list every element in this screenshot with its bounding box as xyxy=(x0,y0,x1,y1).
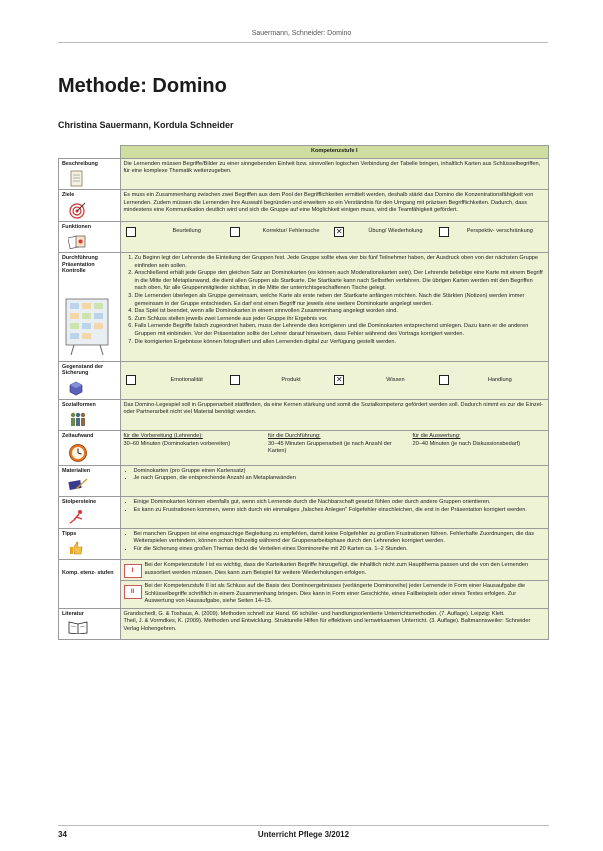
row-literatur xyxy=(59,608,549,640)
option-label: Beurteilung xyxy=(172,228,201,235)
checkbox[interactable] xyxy=(126,375,136,385)
row-gegenstand xyxy=(59,361,549,399)
label-cell xyxy=(59,497,121,529)
document-icon xyxy=(68,170,90,187)
label-literatur: Literatur xyxy=(62,610,84,617)
label-gegenstand: Gegenstand der Sicherung xyxy=(62,363,104,377)
funktionen-options xyxy=(124,227,546,237)
label-sozialformen: Sozialformen xyxy=(62,401,96,408)
checkbox[interactable] xyxy=(439,227,449,237)
checkbox-checked[interactable]: ✕ xyxy=(335,226,343,236)
cube-icon xyxy=(68,380,90,397)
list-item: 2. Anschließend erhält jede Gruppe den gleichen Satz an Dominokarten (es können auch Moderationskarten sein). Der Lehrende beliebige eine Karte mit einem Begriff in die Mitte der Metaplanwand, die dient allen Gruppen als Startkarte. Die Startkarte kann nach Selbstfen verfahren. Die übrigen Karten werden mit den Begriffen nach oben, für alle Gruppenmitglieder sichtbar, in die Mitte der unterrichtsgeschaffenen Tische gelegt. xyxy=(135,270,546,293)
list-item: 1. Zu Beginn legt der Lehrende die Einteilung der Gruppen fest. Jede Gruppe sollte etwa vier bis fünf Teilnehmer haben, der Ausdruck oben von der nächsten Gruppe einfinden sein sollen. xyxy=(135,255,546,270)
stufe-2-block xyxy=(124,583,546,606)
stufe-1-block xyxy=(124,562,546,578)
label-tipps: Tipps xyxy=(62,530,77,537)
option-label: Korrektur/ Fehlersuche xyxy=(262,228,320,235)
list-item: 4. Das Spiel ist beendet, wenn alle Dominokarten in einem sinnvollen Zusammenhang angelegt worden sind. xyxy=(135,308,546,316)
list-item: • Bei manchen Gruppen ist eine engmaschige Begleitung zu empfehlen, damit keine Folgefehler zu großen Frustrationen führen. Fehlerhafte Zuordnungen, die das Weiterspielen verhindern, können schon frühzeitig während der Gruppenarbeitsphase durch den Lehrenden korrigiert werden. xyxy=(134,531,546,546)
table-header-row xyxy=(59,146,549,159)
list-item: • Dominokarten (pro Gruppe einen Kartensatz) xyxy=(134,468,546,476)
materials-icon xyxy=(68,477,90,494)
row-sozialformen xyxy=(59,399,549,431)
checkbox[interactable] xyxy=(230,375,240,385)
row-stolpersteine xyxy=(59,497,549,529)
label-zeitaufwand: Zeitaufwand xyxy=(62,433,94,440)
list-item: • Einige Dominokarten können ebenfalls gut, wenn sich Lernende durch die Nachbarschaft gesetzt fühlen oder durch andere Gruppen orientieren. xyxy=(134,499,546,507)
stumble-icon xyxy=(68,509,90,526)
stolpersteine-list xyxy=(124,499,546,514)
option-korrektur[interactable] xyxy=(230,227,334,237)
durchfuehrung-cell xyxy=(120,253,549,362)
option-label: Emotionalität xyxy=(170,376,203,383)
zeit-durchfuehrung xyxy=(268,433,401,456)
label-cell xyxy=(59,399,121,431)
literatur-entry: Grandschedl, G. & Toshaus, A. (2009). Methoden schnell zur Hand. 66 schüler- und handlungsorientierte Unterrichtsmethoden. (7. Auflage). Leipzig: Klett. xyxy=(123,610,505,617)
beschreibung-text: Die Lernenden müssen Begriffe/Bilder zu einer sinngebenden Einheit bzw. sinnvollen logischen Verbindung der Tabelle bringen, inhaltlich Karten aus Schlüsselbegriffen, für eine komplexe Thematik weiterzugeben. xyxy=(120,158,549,190)
funktionen-cell xyxy=(120,221,549,253)
stolpersteine-cell xyxy=(120,497,549,529)
row-funktionen xyxy=(59,221,549,253)
running-header: Sauermann, Schneider: Domino xyxy=(251,30,352,37)
method-table xyxy=(58,145,549,640)
row-beschreibung xyxy=(59,158,549,190)
checkbox[interactable] xyxy=(126,227,136,237)
label-durchfuehrung: Durchführung Präsentation Kontrolle xyxy=(62,255,98,275)
label-cell xyxy=(59,465,121,497)
option-label: Handlung xyxy=(487,376,512,383)
clock-icon xyxy=(68,443,90,463)
people-icon xyxy=(68,411,90,428)
zeit-head: für die Auswertung: xyxy=(412,433,461,440)
stufe-2-badge-icon: II xyxy=(124,585,142,599)
label-cell xyxy=(59,431,121,466)
thumbs-up-icon xyxy=(68,540,90,557)
stufe-1-text: Bei der Kompetenzstufe I ist es wichtig, dass die Karteikarten Begriffe hinzugefügt, die inhaltlich nicht zum Hauptthema passen und die von den Lernenden aussortiert werden müssen. Dies kann zum Beispiel für weitere Wiederholungen erfolgen. xyxy=(144,562,529,576)
option-handlung[interactable] xyxy=(439,375,543,385)
page-number: 34 xyxy=(58,830,67,839)
label-cell xyxy=(59,221,121,253)
option-produkt[interactable] xyxy=(230,375,334,385)
label-kompetenzstufen: Komp. etenz- stufen xyxy=(62,570,114,577)
list-item: • Es kann zu Frustrationen kommen, wenn sich durch ein einmaliges „falsches Anlegen" Folgefehler einschleichen, die erst in der Präsentation korrigiert werden. xyxy=(134,507,546,515)
label-cell xyxy=(59,253,121,362)
option-label: Perspektiv- verschränkung xyxy=(466,228,533,235)
zeit-body: 20–40 Minuten (je nach Diskussionsbedarf) xyxy=(412,440,521,447)
option-beurteilung[interactable] xyxy=(126,227,230,237)
label-cell xyxy=(59,560,121,609)
zeit-head: für die Vorbereitung (Lehrende): xyxy=(123,433,203,440)
label-cell xyxy=(59,608,121,640)
row-zeitaufwand xyxy=(59,431,549,466)
gegenstand-options xyxy=(124,375,546,385)
zeit-auswertung xyxy=(413,433,546,456)
label-cell xyxy=(59,361,121,399)
stufe-2-text: Bei der Kompetenzstufe II ist als Schluss auf die Basis des Dominoergebnisses (verlängerte Dominoreihe) jeder Lernende in Form einer Hausaufgabe die Schlüsselbegriffe schriftlich in einem Zusammenhang bringen. Dies kann in Form einer Geschichte, eines Fallbeispiels oder eines Textes erfolgen. Zur Auswertung von Hausaufgabe, siehe Seiten 14–15. xyxy=(144,583,526,605)
option-label: Produkt xyxy=(281,376,301,383)
cards-icon xyxy=(68,233,90,250)
option-perspektiv[interactable] xyxy=(439,227,543,237)
list-item: 5. Zum Schluss stellen jeweils zwei Lernende aus jeder Gruppe ihr Ergebnis vor. xyxy=(135,316,546,324)
table-header: Kompetenzstufe I xyxy=(120,146,549,159)
book-icon xyxy=(68,620,90,637)
authors: Christina Sauermann, Kordula Schneider xyxy=(58,120,234,130)
tipps-list xyxy=(124,531,546,554)
list-item: • Je nach Gruppen, die entsprechende Anzahl an Metaplanwänden xyxy=(134,475,546,483)
row-stufe-1 xyxy=(59,560,549,581)
footer-rule xyxy=(58,825,549,826)
zeit-body: 30–60 Minuten (Dominokarten vorbereiten) xyxy=(123,440,231,447)
label-materialien: Materialien xyxy=(62,467,91,474)
label-cell xyxy=(59,190,121,222)
metaplan-board-icon xyxy=(64,297,112,359)
page-title: Methode: Domino xyxy=(58,75,227,97)
zeit-head: für die Durchführung: xyxy=(268,433,321,440)
list-item: 3. Die Lernenden überlegen als Gruppe gemeinsam, welche Karte als erste neben der Startkarte anfängen möchten. Nach die Stärkten (Notizen) werden immer gemeinsam in der Gruppe entschieden. Es darf erst einen Begriff nur jeweils eine weitere Dominokarte angelegt werden. xyxy=(135,293,546,308)
tipps-cell xyxy=(120,528,549,560)
literatur-cell xyxy=(120,608,549,640)
option-wissen[interactable] xyxy=(334,375,438,385)
checkbox-checked[interactable]: ✕ xyxy=(335,375,343,385)
materialien-cell xyxy=(120,465,549,497)
stufe-1-badge-icon: I xyxy=(124,564,142,578)
zeitaufwand-cell xyxy=(120,431,549,466)
sozialformen-text: Das Domino-Legespiel soll in Gruppenarbeit stattfinden, da eine Kernen stärkung und somit die Sozialkompetenz gefördert werden soll. Dadurch nimmt es zur die Einzel- oder Partnerarbeit nicht viel Material benötigt werden. xyxy=(120,399,549,431)
magazine-title: Unterricht Pflege 3/2012 xyxy=(257,830,350,839)
row-tipps xyxy=(59,528,549,560)
target-icon xyxy=(68,202,90,219)
option-emotionalitaet[interactable] xyxy=(126,375,230,385)
label-cell xyxy=(59,528,121,560)
zeit-body: 30–45 Minuten Gruppenarbeit (je nach Anzahl der Karten) xyxy=(268,440,392,455)
row-materialien xyxy=(59,465,549,497)
literatur-entry: Theil, J. & Vormdkes, K. (2009). Methoden und Entwicklung. Strukturelle Hilfen für effektiven und lernwirksamen Unterricht. (3. Auflage). Baltmannsweiler: Schneider Verlag Hohengehren. xyxy=(123,618,531,633)
list-item: 6. Falls Lernende Begriffe falsch zugeordnet haben, muss der Lehrende dies korrigieren und die Dominokarten entsprechend umlegen. Dazu kann er die anderen Gruppen mit einbinden. Vor der Präsentation sollte der Lehrer darauf hinweisen, dass Fehler während des Vortrags korrigiert werden. xyxy=(135,323,546,338)
label-beschreibung: Beschreibung xyxy=(62,160,98,167)
label-funktionen: Funktionen xyxy=(62,223,92,230)
steps-list xyxy=(124,255,546,346)
header-corner xyxy=(59,146,121,159)
ziele-text: Es muss ein Zusammenhang zwischen zwei Begriffen aus dem Pool der Begrifflichkeiten ermittelt werden, deshalb stärkt das Domino die Konzentrationsfähigkeit von Lernenden. Zudem müssen die Lernenden ihre Auswahl begründen und erweitern so ein Verständnis für den Umgang mit präzisen Begrifflichkeiten. Dadurch, dass mindestens eine Kommunikation deutlich wird und sich die Gruppe auf eine Möglichkeit einigen muss, wird die Teamfähigkeit gefördert. xyxy=(120,190,549,222)
materialien-list xyxy=(124,468,546,483)
row-stufe-2 xyxy=(59,581,549,609)
row-durchfuehrung xyxy=(59,253,549,362)
label-stolpersteine: Stolpersteine xyxy=(62,499,97,506)
stufe-2-cell xyxy=(120,581,549,609)
checkbox[interactable] xyxy=(439,375,449,385)
gegenstand-cell xyxy=(120,361,549,399)
zeitaufwand-columns xyxy=(124,433,546,456)
option-label: Übung/ Wiederholung xyxy=(368,228,423,235)
label-cell xyxy=(59,158,121,190)
label-ziele: Ziele xyxy=(62,192,75,199)
stufe-1-cell xyxy=(120,560,549,581)
zeit-vorbereitung xyxy=(124,433,257,456)
option-uebung[interactable] xyxy=(334,227,438,237)
option-label: Wissen xyxy=(386,376,405,383)
checkbox[interactable] xyxy=(230,227,240,237)
list-item: 7. Die korrigierten Ergebnisse können fotografiert und allen Lernenden digital zur Verfügung gestellt werden. xyxy=(135,339,546,347)
row-ziele xyxy=(59,190,549,222)
list-item: • Für die Sicherung eines großen Themas deckt die Verteilen eines Dominoreihe mit 20 Karten ca. 1–2 Stunden. xyxy=(134,546,546,554)
header-rule xyxy=(58,42,548,43)
